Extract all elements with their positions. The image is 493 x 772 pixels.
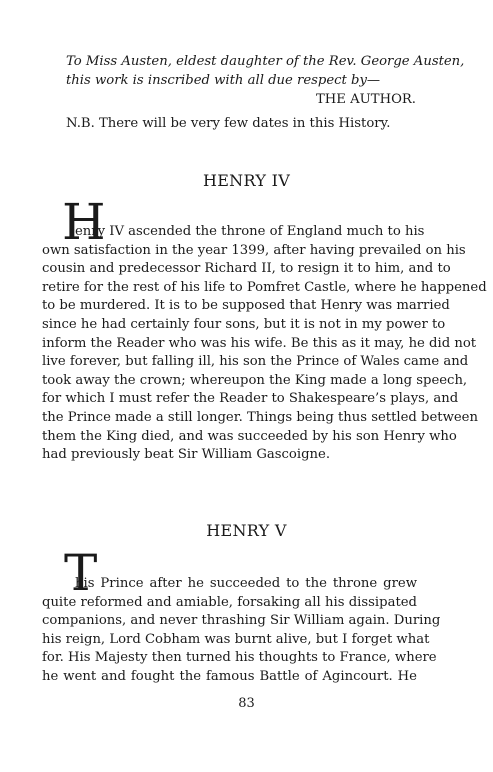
paragraph-line: he went and fought the famous Battle of Agincourt. He	[42, 668, 417, 684]
section-paragraph	[42, 575, 441, 687]
dedication-line: this work is inscribed with all due respect by—	[66, 73, 381, 88]
paragraph-line: cousin and predecessor Richard II, to resign it to him, and to	[42, 261, 451, 277]
paragraph-line: took away the crown; whereupon the King made a long speech,	[42, 372, 468, 388]
dedication-author: THE AUTHOR.	[316, 92, 416, 107]
drop-cap: T	[64, 544, 98, 602]
paragraph-line: quite reformed and amiable, forsaking all his dissipated	[42, 594, 417, 610]
paragraph-line: for which I must refer the Reader to Shakespeare’s plays, and	[42, 391, 459, 407]
section-heading: HENRY V	[206, 521, 287, 540]
paragraph-line: the Prince made a still longer. Things being thus settled between	[42, 409, 478, 425]
section-paragraph	[42, 223, 487, 465]
note: N.B. There will be very few dates in this History.	[66, 116, 391, 131]
paragraph-line: enry IV ascended the throne of England much to his	[75, 224, 425, 239]
paragraph-line: his Prince after he succeeded to the throne grew	[75, 576, 417, 591]
paragraph-line: to be murdered. It is to be supposed that Henry was married	[42, 298, 450, 314]
paragraph-line: since he had certainly four sons, but it is not in my power to	[42, 316, 446, 332]
paragraph-line: inform the Reader who was his wife. Be this as it may, he did not	[42, 335, 477, 351]
paragraph-line: his reign, Lord Cobham was burnt alive, but I forget what	[42, 631, 430, 647]
paragraph-line: live forever, but falling ill, his son the Prince of Wales came and	[42, 354, 469, 370]
paragraph-line: them the King died, and was succeeded by his son Henry who	[42, 428, 457, 444]
drop-cap: H	[62, 193, 106, 251]
dedication	[66, 52, 465, 90]
paragraph-line: had previously beat Sir William Gascoigne.	[42, 447, 331, 463]
dedication-line: To Miss Austen, eldest daughter of the Rev. George Austen,	[66, 54, 465, 69]
paragraph-line: own satisfaction in the year 1399, after having prevailed on his	[42, 242, 466, 258]
page-number: 83	[238, 696, 255, 711]
section-heading: HENRY IV	[202, 171, 291, 190]
paragraph-line: companions, and never thrashing Sir William again. During	[42, 613, 441, 629]
paragraph-line: for. His Majesty then turned his thoughts to France, where	[42, 650, 437, 666]
paragraph-line: retire for the rest of his life to Pomfret Castle, where he happened	[42, 279, 487, 295]
